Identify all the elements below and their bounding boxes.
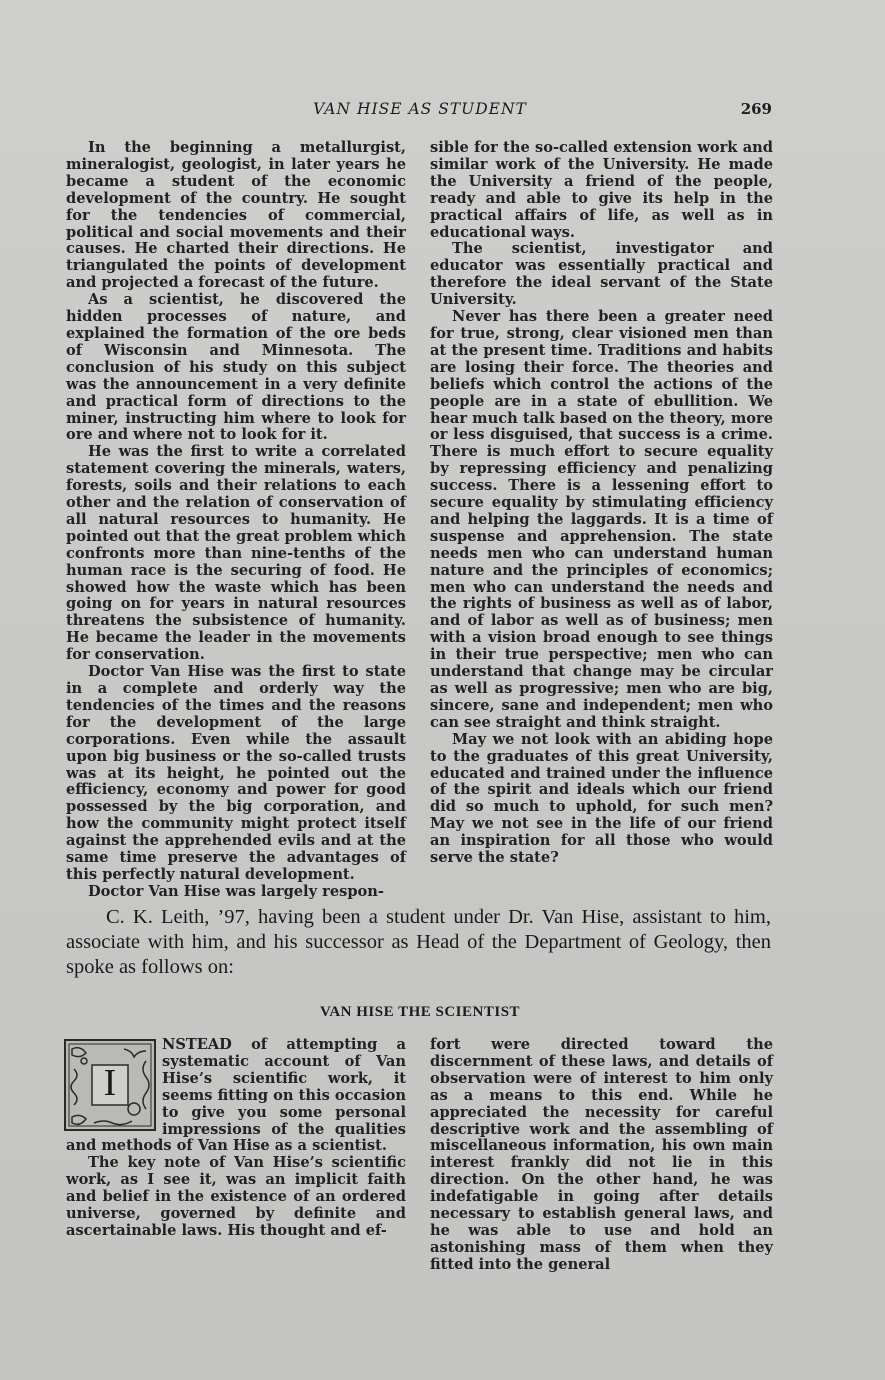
paragraph: NSTEAD of attempting a systematic account of Van Hise’s scientific work, it seems fitting on this occasion to give you some personal impressions of the qualities and methods of Van Hise as a scientist. bbox=[66, 1036, 406, 1155]
paragraph: As a scientist, he discovered the hidden processes of nature, and explained the formation of the ore beds of Wisconsin and Minnesota. The conclusion of his study on this subject was the announcement in a very definite and practical form of directions to the miner, instructing him where to look for ore and where not to look for it. bbox=[66, 291, 406, 444]
bottom-right-column bbox=[430, 1037, 773, 1274]
paragraph: In the beginning a metallurgist, mineralogist, geologist, in later years he became a student of the economic development of the country. He sought for the tendencies of commercial, political and social movements and their causes. He charted their directions. He triangulated the points of development and projected a forecast of the future. bbox=[66, 139, 406, 292]
paragraph: Never has there been a greater need for true, strong, clear visioned men than at the present time. Traditions and habits are losing their force. The theories and beliefs which control the actions of the people are in a state of ebullition. We hear much talk based on the theory, more or less disguised, that success is a crime. There is much effort to secure equality by repressing efficiency and penalizing success. There is a lessening effort to secure equality by stimulating efficiency and helping the laggards. It is a time of suspense and apprehension. The state needs men who can understand human nature and the principles of economics; men who can understand the needs and the rights of business as well as of labor, and of labor as well as of business; men with a vision broad enough to see things in their true perspective; men who can understand that change may be circular as well as progressive; men who are big, sincere, sane and independent; men who can see straight and think straight. bbox=[430, 308, 773, 731]
ornamental-drop-cap bbox=[64, 1039, 156, 1131]
paragraph: May we not look with an abiding hope to the graduates of this great University, educated and trained under the influence of the spirit and ideals which our friend did so much to uphold, for such men? May we not see in the life of our friend an inspiration for all those who would serve the state? bbox=[430, 730, 773, 867]
paragraph: The scientist, investigator and educator was essentially practical and therefore the ideal servant of the State University. bbox=[430, 240, 773, 309]
paragraph: Doctor Van Hise was the first to state in a complete and orderly way the tendencies of the times and the reasons for the development of the large corporations. Even while the assault upon big business or the so-called trusts was at its height, he pointed out the efficiency, economy and power for good possessed by the big corporation, and how the community might protect itself against the apprehended evils and at the same time preserve the advantages of this perfectly natural development. bbox=[66, 663, 406, 883]
running-title: VAN HISE AS STUDENT bbox=[313, 100, 527, 118]
paragraph: The key note of Van Hise’s scientific work, as I see it, was an implicit faith and belief in the existence of an ordered universe, governed by definite and ascertainable laws. His thought and ef- bbox=[66, 1154, 406, 1239]
paragraph: fort were directed toward the discernment of these laws, and details of observation were of interest to him only as a means to this end. While he appreciated the necessity for careful descriptive work and the assembling of miscellaneous information, his own main interest frankly did not lie in this direction. On the other hand, he was indefatigable in going after details necessary to establish general laws, and he was able to use and hold an astonishing mass of them when they fitted into the general bbox=[430, 1036, 773, 1273]
top-right-column bbox=[430, 140, 773, 867]
top-left-column bbox=[66, 140, 406, 901]
paragraph: sible for the so-called extension work and similar work of the University. He made the University a friend of the people, ready and able to give its help in the practical affairs of life, as well as in educational ways. bbox=[430, 139, 773, 241]
paragraph: He was the first to write a correlated statement covering the minerals, waters, forests, soils and their relations to each other and the relation of conservation of all natural resources to humanity. He pointed out that the great problem which confronts more than nine-tenths of the human race is the securing of food. He showed how the waste which has been going on for years in natural resources threatens the subsistence of humanity. He became the leader in the movements for conservation. bbox=[66, 443, 406, 664]
drop-cap-letter: I bbox=[103, 1062, 117, 1104]
page-number: 269 bbox=[740, 100, 772, 118]
paragraph: Doctor Van Hise was largely respon- bbox=[88, 882, 384, 900]
intro-paragraph: C. K. Leith, ’97, having been a student under Dr. Van Hise, assistant to him, associate with him, and his successor as Head of the Department of Geology, then spoke as follows on: bbox=[66, 906, 771, 978]
speaker-introduction bbox=[66, 905, 771, 980]
running-head bbox=[0, 100, 885, 122]
bottom-left-column bbox=[66, 1037, 406, 1240]
section-heading: VAN HISE THE SCIENTIST bbox=[319, 1004, 521, 1020]
